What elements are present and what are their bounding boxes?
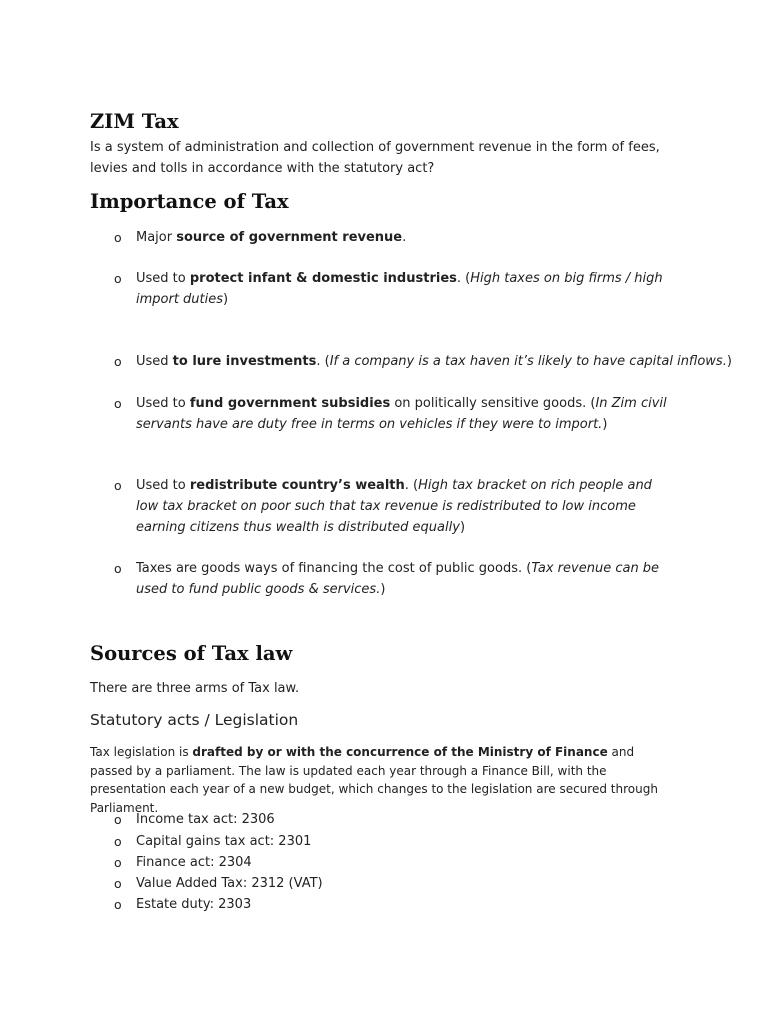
bullet-marker: o (114, 855, 122, 870)
bullet-marker: o (114, 834, 122, 849)
sources-intro: There are three arms of Tax law. (90, 681, 300, 696)
subsection-heading-statutory: Statutory acts / Legislation (90, 711, 299, 729)
act-list-item: Finance act: 2304 (136, 855, 252, 870)
bullet-marker: o (114, 897, 122, 912)
bullet-marker: o (114, 876, 122, 891)
bullet-marker: o (114, 812, 122, 827)
bullet-marker: o (114, 230, 122, 245)
importance-item: Used to protect infant & domestic industries. (High taxes on big firms / high import duties) (136, 271, 663, 307)
act-list-item: Income tax act: 2306 (136, 812, 275, 827)
act-list-item: Value Added Tax: 2312 (VAT) (136, 876, 323, 891)
importance-item: Used to lure investments. (If a company is a tax haven it’s likely to have capital inflows.) (136, 354, 732, 369)
bullet-marker: o (114, 271, 122, 286)
section-heading-sources: Sources of Tax law (90, 642, 293, 665)
importance-item: Used to redistribute country’s wealth. (High tax bracket on rich people and low tax bracket on poor such that tax revenue is redistributed to low income earning citizens thus wealth is distributed equally) (136, 478, 652, 535)
importance-item: Used to fund government subsidies on politically sensitive goods. (In Zim civil servants have are duty free in terms on vehicles if they were to import.) (136, 396, 667, 432)
page-title: ZIM Tax (90, 110, 179, 133)
statutory-paragraph: Tax legislation is drafted by or with the concurrence of the Ministry of Finance and passed by a parliament. The law is updated each year through a Finance Bill, with the presentation each year of a new budget, which changes to the legislation are secured through Parliament. (90, 745, 658, 815)
bullet-marker: o (114, 561, 122, 576)
importance-item: Major source of government revenue. (136, 230, 407, 245)
bullet-marker: o (114, 354, 122, 369)
intro-paragraph: Is a system of administration and collection of government revenue in the form of fees, levies and tolls in accordance with the statutory act? (90, 140, 660, 176)
bullet-marker: o (114, 396, 122, 411)
act-list-item: Estate duty: 2303 (136, 897, 252, 912)
importance-item: Taxes are goods ways of financing the cost of public goods. (Tax revenue can be used to fund public goods & services.) (136, 561, 660, 597)
act-list-item: Capital gains tax act: 2301 (136, 834, 312, 849)
section-heading-importance: Importance of Tax (90, 190, 289, 213)
bullet-marker: o (114, 478, 122, 493)
